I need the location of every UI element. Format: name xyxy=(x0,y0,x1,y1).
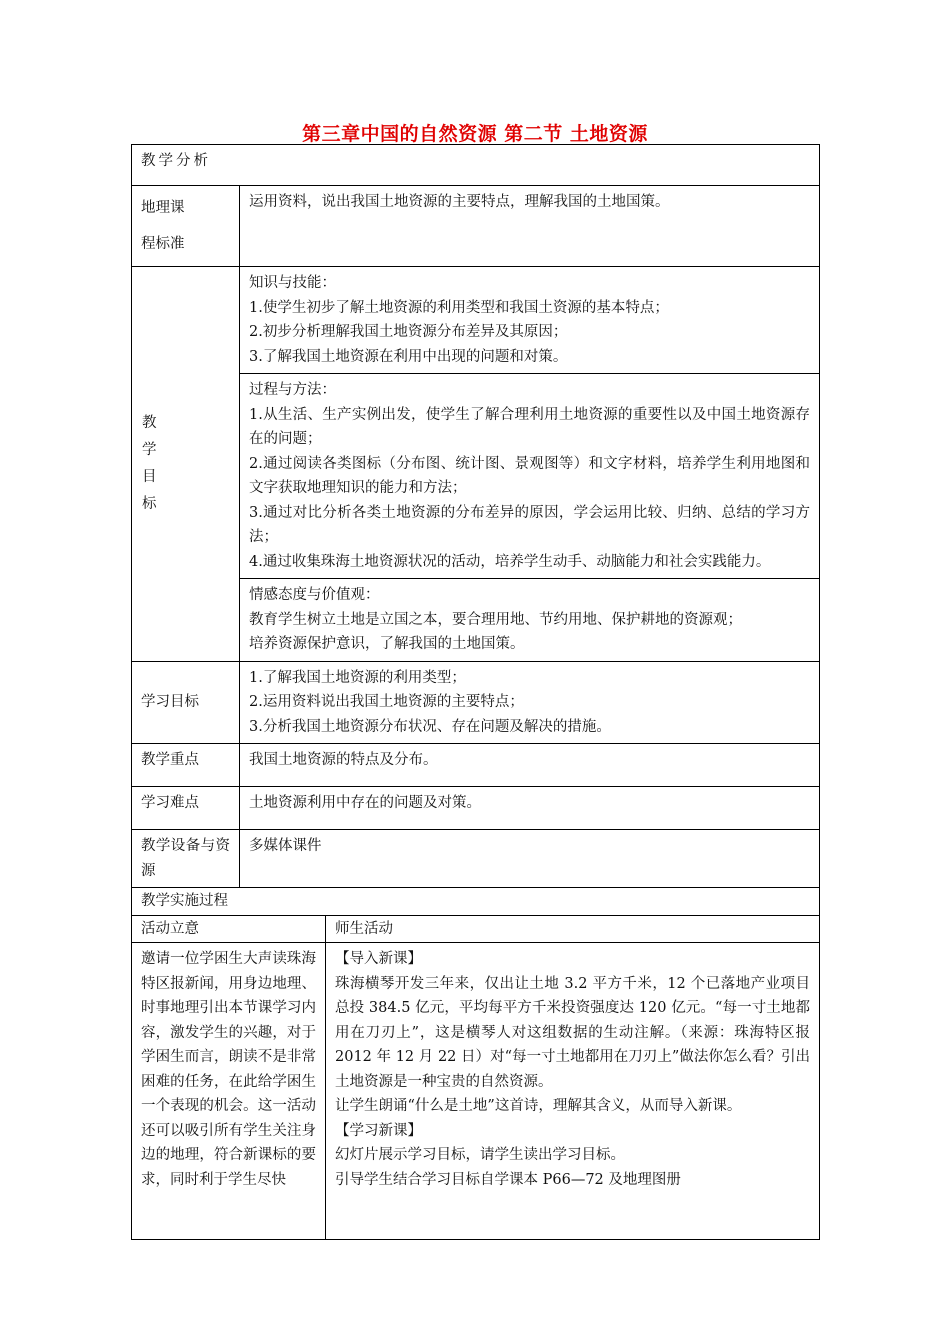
column-header-rationale: 活动立意 xyxy=(132,915,326,943)
poem-paragraph: 让学生朗诵“什么是土地”这首诗，理解其含义，从而导入新课。 xyxy=(335,1098,742,1114)
knowledge-item: 1.使学生初步了解土地资源的利用类型和我国土资源的基本特点； xyxy=(249,299,669,316)
activity-rationale-text: 邀请一位学困生大声读珠海特区报新闻，用身边地理、时事地理引出本节课学习内容，激发学生的兴趣，对于学困生而言，朗读不是非常困难的任务，在此给学困生一个表现的机会。这一活动还可以吸引所有学生关注身边的地理，符合新课标的要求，同时利于学生尽快 xyxy=(141,951,316,1188)
equipment-row xyxy=(132,830,820,888)
intro-paragraph: 珠海横琴开发三年来，仅出让土地 3.2 平方千米，12 个已落地产业项目总投 384.5 亿元，平均每平方千米投资强度达 120 亿元。“每一寸土地都用在刀刃上”，这是横琴人对这组数据的生动注解。（来源：珠海特区报 2012 年 12 月 22 日）对“每一寸土地都用在刀刃上”做法你怎么看？引出土地资源是一种宝贵的自然资源。 xyxy=(335,975,825,1090)
learning-goals-cell xyxy=(240,661,820,744)
process-header-cell: 教学实施过程 xyxy=(132,888,820,916)
process-item: 3.通过对比分析各类土地资源的分布差异的原因，学会运用比较、归纳、总结的学习方法； xyxy=(249,504,810,545)
knowledge-item: 3.了解我国土地资源在利用中出现的问题和对策。 xyxy=(249,348,568,365)
objectives-knowledge-row xyxy=(132,267,820,374)
new-lesson-heading: 【学习新课】 xyxy=(335,1122,422,1139)
curriculum-label-line1: 地理课 xyxy=(141,200,185,216)
process-item: 1.从生活、生产实例出发，使学生了解合理利用土地资源的重要性以及中国土地资源存在的问题； xyxy=(249,406,810,447)
key-point-label: 教学重点 xyxy=(132,744,240,787)
objectives-label-char: 教 xyxy=(142,414,157,431)
intro-heading: 【导入新课】 xyxy=(335,951,422,967)
attitude-heading: 情感态度与价值观： xyxy=(249,587,380,603)
curriculum-label xyxy=(132,186,240,267)
activities-text xyxy=(335,947,825,1239)
difficulty-label: 学习难点 xyxy=(132,787,240,830)
objectives-label xyxy=(132,267,240,662)
curriculum-row xyxy=(132,186,820,267)
process-heading: 过程与方法： xyxy=(249,382,336,398)
learning-goals-label: 学习目标 xyxy=(132,661,240,744)
learning-goals-row xyxy=(132,661,820,744)
key-point-row xyxy=(132,744,820,787)
objectives-label-char: 目 xyxy=(142,468,157,485)
goals-slide-paragraph: 幻灯片展示学习目标，请学生读出学习目标。 xyxy=(335,1147,625,1163)
difficulty-content: 土地资源利用中存在的问题及对策。 xyxy=(240,787,820,830)
process-methods-cell xyxy=(240,374,820,579)
learning-goal-item: 3.分析我国土地资源分布状况、存在问题及解决的措施。 xyxy=(249,718,611,735)
process-header-row xyxy=(132,888,820,916)
learning-goal-item: 2.运用资料说出我国土地资源的主要特点； xyxy=(249,694,524,710)
curriculum-content: 运用资料，说出我国土地资源的主要特点，理解我国的土地国策。 xyxy=(240,186,820,267)
teaching-analysis-cell: 教学分析 xyxy=(132,145,820,186)
self-study-paragraph: 引导学生结合学习目标自学课本 P66—72 及地理图册 xyxy=(335,1171,681,1188)
teaching-analysis-row xyxy=(132,145,820,186)
columns-header-row xyxy=(132,915,820,943)
learning-goal-item: 1.了解我国土地资源的利用类型； xyxy=(249,669,466,686)
objectives-label-char: 标 xyxy=(142,495,157,512)
teacher-student-activities-cell xyxy=(326,943,825,1240)
knowledge-skills-cell xyxy=(240,267,820,374)
difficulty-row xyxy=(132,787,820,830)
equipment-content: 多媒体课件 xyxy=(240,830,820,888)
attitude-values-cell xyxy=(240,579,820,662)
attitude-item: 教育学生树立土地是立国之本，要合理用地、节约用地、保护耕地的资源观； xyxy=(249,611,742,628)
knowledge-heading: 知识与技能： xyxy=(249,275,336,291)
equipment-label: 教学设备与资源 xyxy=(132,830,240,888)
document-title: 第三章中国的自然资源 第二节 土地资源 xyxy=(302,123,648,145)
process-item: 2.通过阅读各类图标（分布图、统计图、景观图等）和文字材料，培养学生利用地图和文字获取地理知识的能力和方法； xyxy=(249,455,810,496)
attitude-item: 培养资源保护意识，了解我国的土地国策。 xyxy=(249,636,525,652)
column-header-activities: 师生活动 xyxy=(326,915,820,943)
process-item: 4.通过收集珠海土地资源状况的活动，培养学生动手、动脑能力和社会实践能力。 xyxy=(249,553,771,570)
key-point-content: 我国土地资源的特点及分布。 xyxy=(240,744,820,787)
objectives-label-char: 学 xyxy=(142,441,157,458)
activity-rationale-cell xyxy=(132,943,326,1240)
curriculum-label-line2: 程标准 xyxy=(141,236,185,252)
lesson-plan-table xyxy=(131,144,825,1240)
knowledge-item: 2.初步分析理解我国土地资源分布差异及其原因； xyxy=(249,324,568,340)
activity-row xyxy=(132,943,820,1240)
